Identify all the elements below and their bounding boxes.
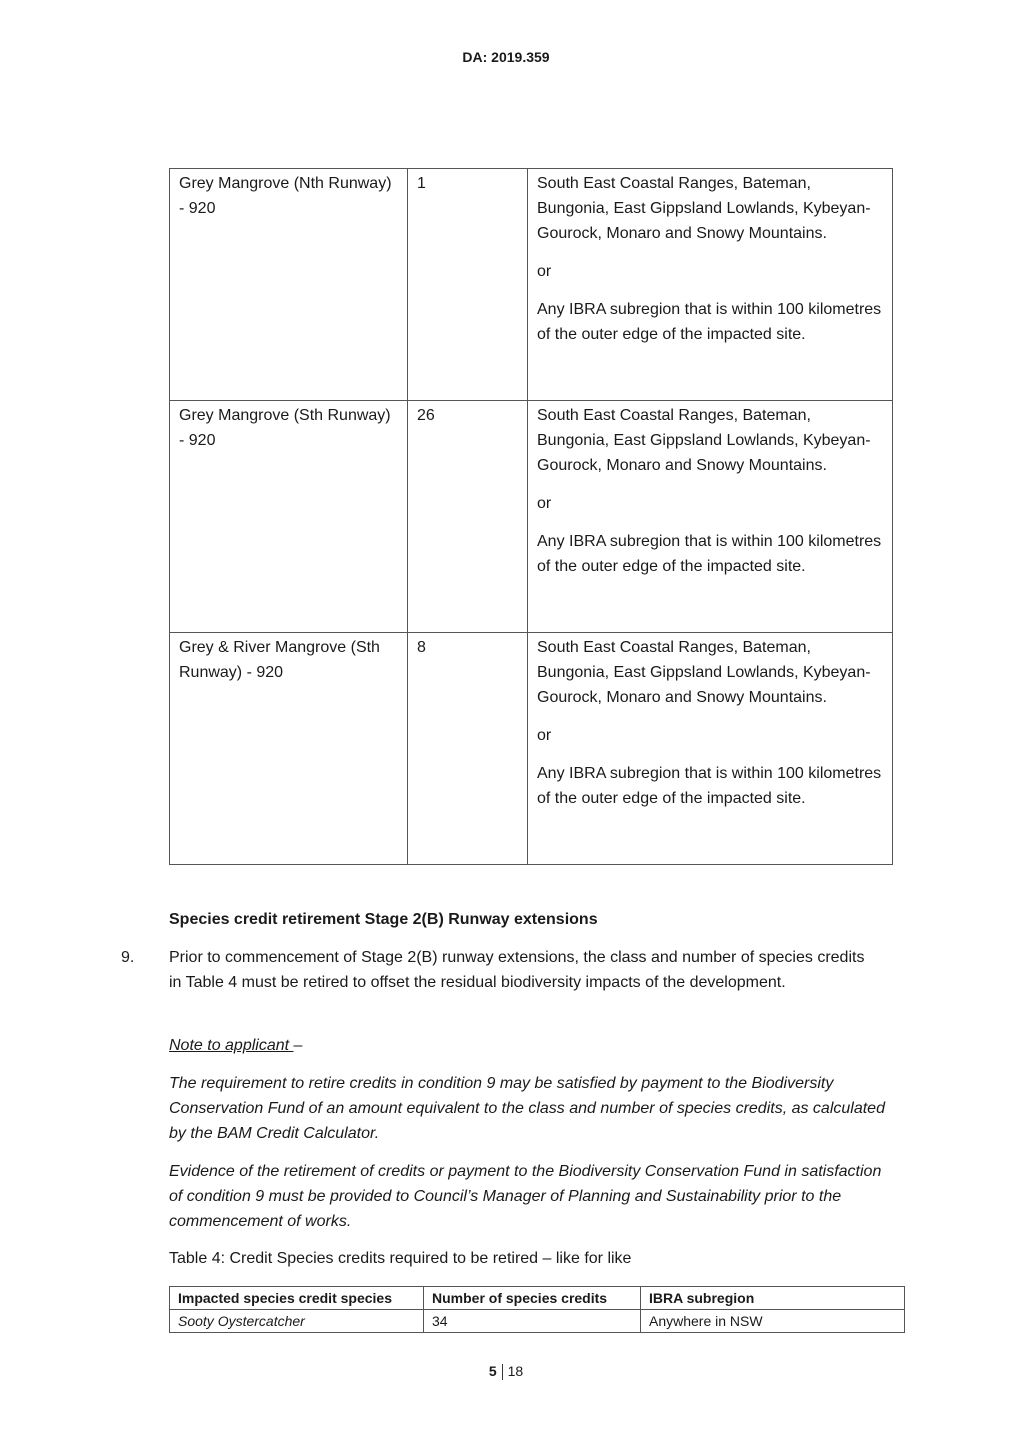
note-paragraph-2: Evidence of the retirement of credits or payment to the Biodiversity Conservation Fund in satisfaction of condition 9 must be provided to Council’s Manager of Planning and Sustainability prior to the commencement of works. (169, 1163, 882, 1230)
location-or: or (537, 263, 552, 280)
cell-credit-type: Grey Mangrove (Sth Runway) - 920 (170, 401, 408, 633)
cell-location (528, 401, 893, 633)
cell-credit-type: Grey & River Mangrove (Sth Runway) - 920 (170, 633, 408, 865)
note-to-applicant (169, 1033, 899, 1058)
location-or: or (537, 727, 552, 744)
column-header: Impacted species credit species (170, 1287, 424, 1310)
location-or: or (537, 495, 552, 512)
location-primary: South East Coastal Ranges, Bateman, Bungonia, East Gippsland Lowlands, Kybeyan-Gourock, Monaro and Snowy Mountains. (537, 639, 871, 706)
table-caption: Table 4: Credit Species credits required to be retired – like for like (169, 1250, 632, 1267)
page-footer (0, 1363, 1012, 1380)
table-row (170, 633, 893, 865)
column-header: IBRA subregion (641, 1287, 905, 1310)
credit-table-continued (169, 168, 893, 865)
location-alternative: Any IBRA subregion that is within 100 kilometres of the outer edge of the impacted site. (537, 533, 882, 575)
note-paragraph-1: The requirement to retire credits in condition 9 may be satisfied by payment to the Biodiversity Conservation Fund of an amount equivalent to the class and number of species credits, as calculated by the BAM Credit Calculator. (169, 1075, 885, 1142)
condition-text: Prior to commencement of Stage 2(B) runway extensions, the class and number of species credits in Table 4 must be retired to offset the residual biodiversity impacts of the development. (169, 949, 865, 991)
note-dash: – (293, 1037, 303, 1054)
location-primary: South East Coastal Ranges, Bateman, Bungonia, East Gippsland Lowlands, Kybeyan-Gourock, Monaro and Snowy Mountains. (537, 407, 871, 474)
page-total: 18 (507, 1363, 524, 1379)
note-label: Note to applicant (169, 1037, 294, 1054)
cell-credit-count: 8 (408, 633, 528, 865)
location-alternative: Any IBRA subregion that is within 100 kilometres of the outer edge of the impacted site. (537, 301, 882, 343)
cell-species: Sooty Oystercatcher (170, 1310, 424, 1333)
cell-ibra: Anywhere in NSW (641, 1310, 905, 1333)
column-header: Number of species credits (424, 1287, 641, 1310)
table-header-row (170, 1287, 905, 1310)
document-header: DA: 2019.359 (462, 49, 550, 65)
cell-credits: 34 (424, 1310, 641, 1333)
table-row (170, 169, 893, 401)
section-heading: Species credit retirement Stage 2(B) Runway extensions (169, 911, 598, 928)
cell-location (528, 633, 893, 865)
table-row (170, 1310, 905, 1333)
condition-number: 9. (121, 949, 135, 966)
page-separator (502, 1364, 503, 1380)
cell-credit-type: Grey Mangrove (Nth Runway) - 920 (170, 169, 408, 401)
cell-credit-count: 26 (408, 401, 528, 633)
species-credits-table (169, 1286, 905, 1333)
cell-location (528, 169, 893, 401)
cell-credit-count: 1 (408, 169, 528, 401)
page-number: 5 (488, 1363, 497, 1379)
table-row (170, 401, 893, 633)
location-alternative: Any IBRA subregion that is within 100 kilometres of the outer edge of the impacted site. (537, 765, 882, 807)
location-primary: South East Coastal Ranges, Bateman, Bungonia, East Gippsland Lowlands, Kybeyan-Gourock, Monaro and Snowy Mountains. (537, 175, 871, 242)
